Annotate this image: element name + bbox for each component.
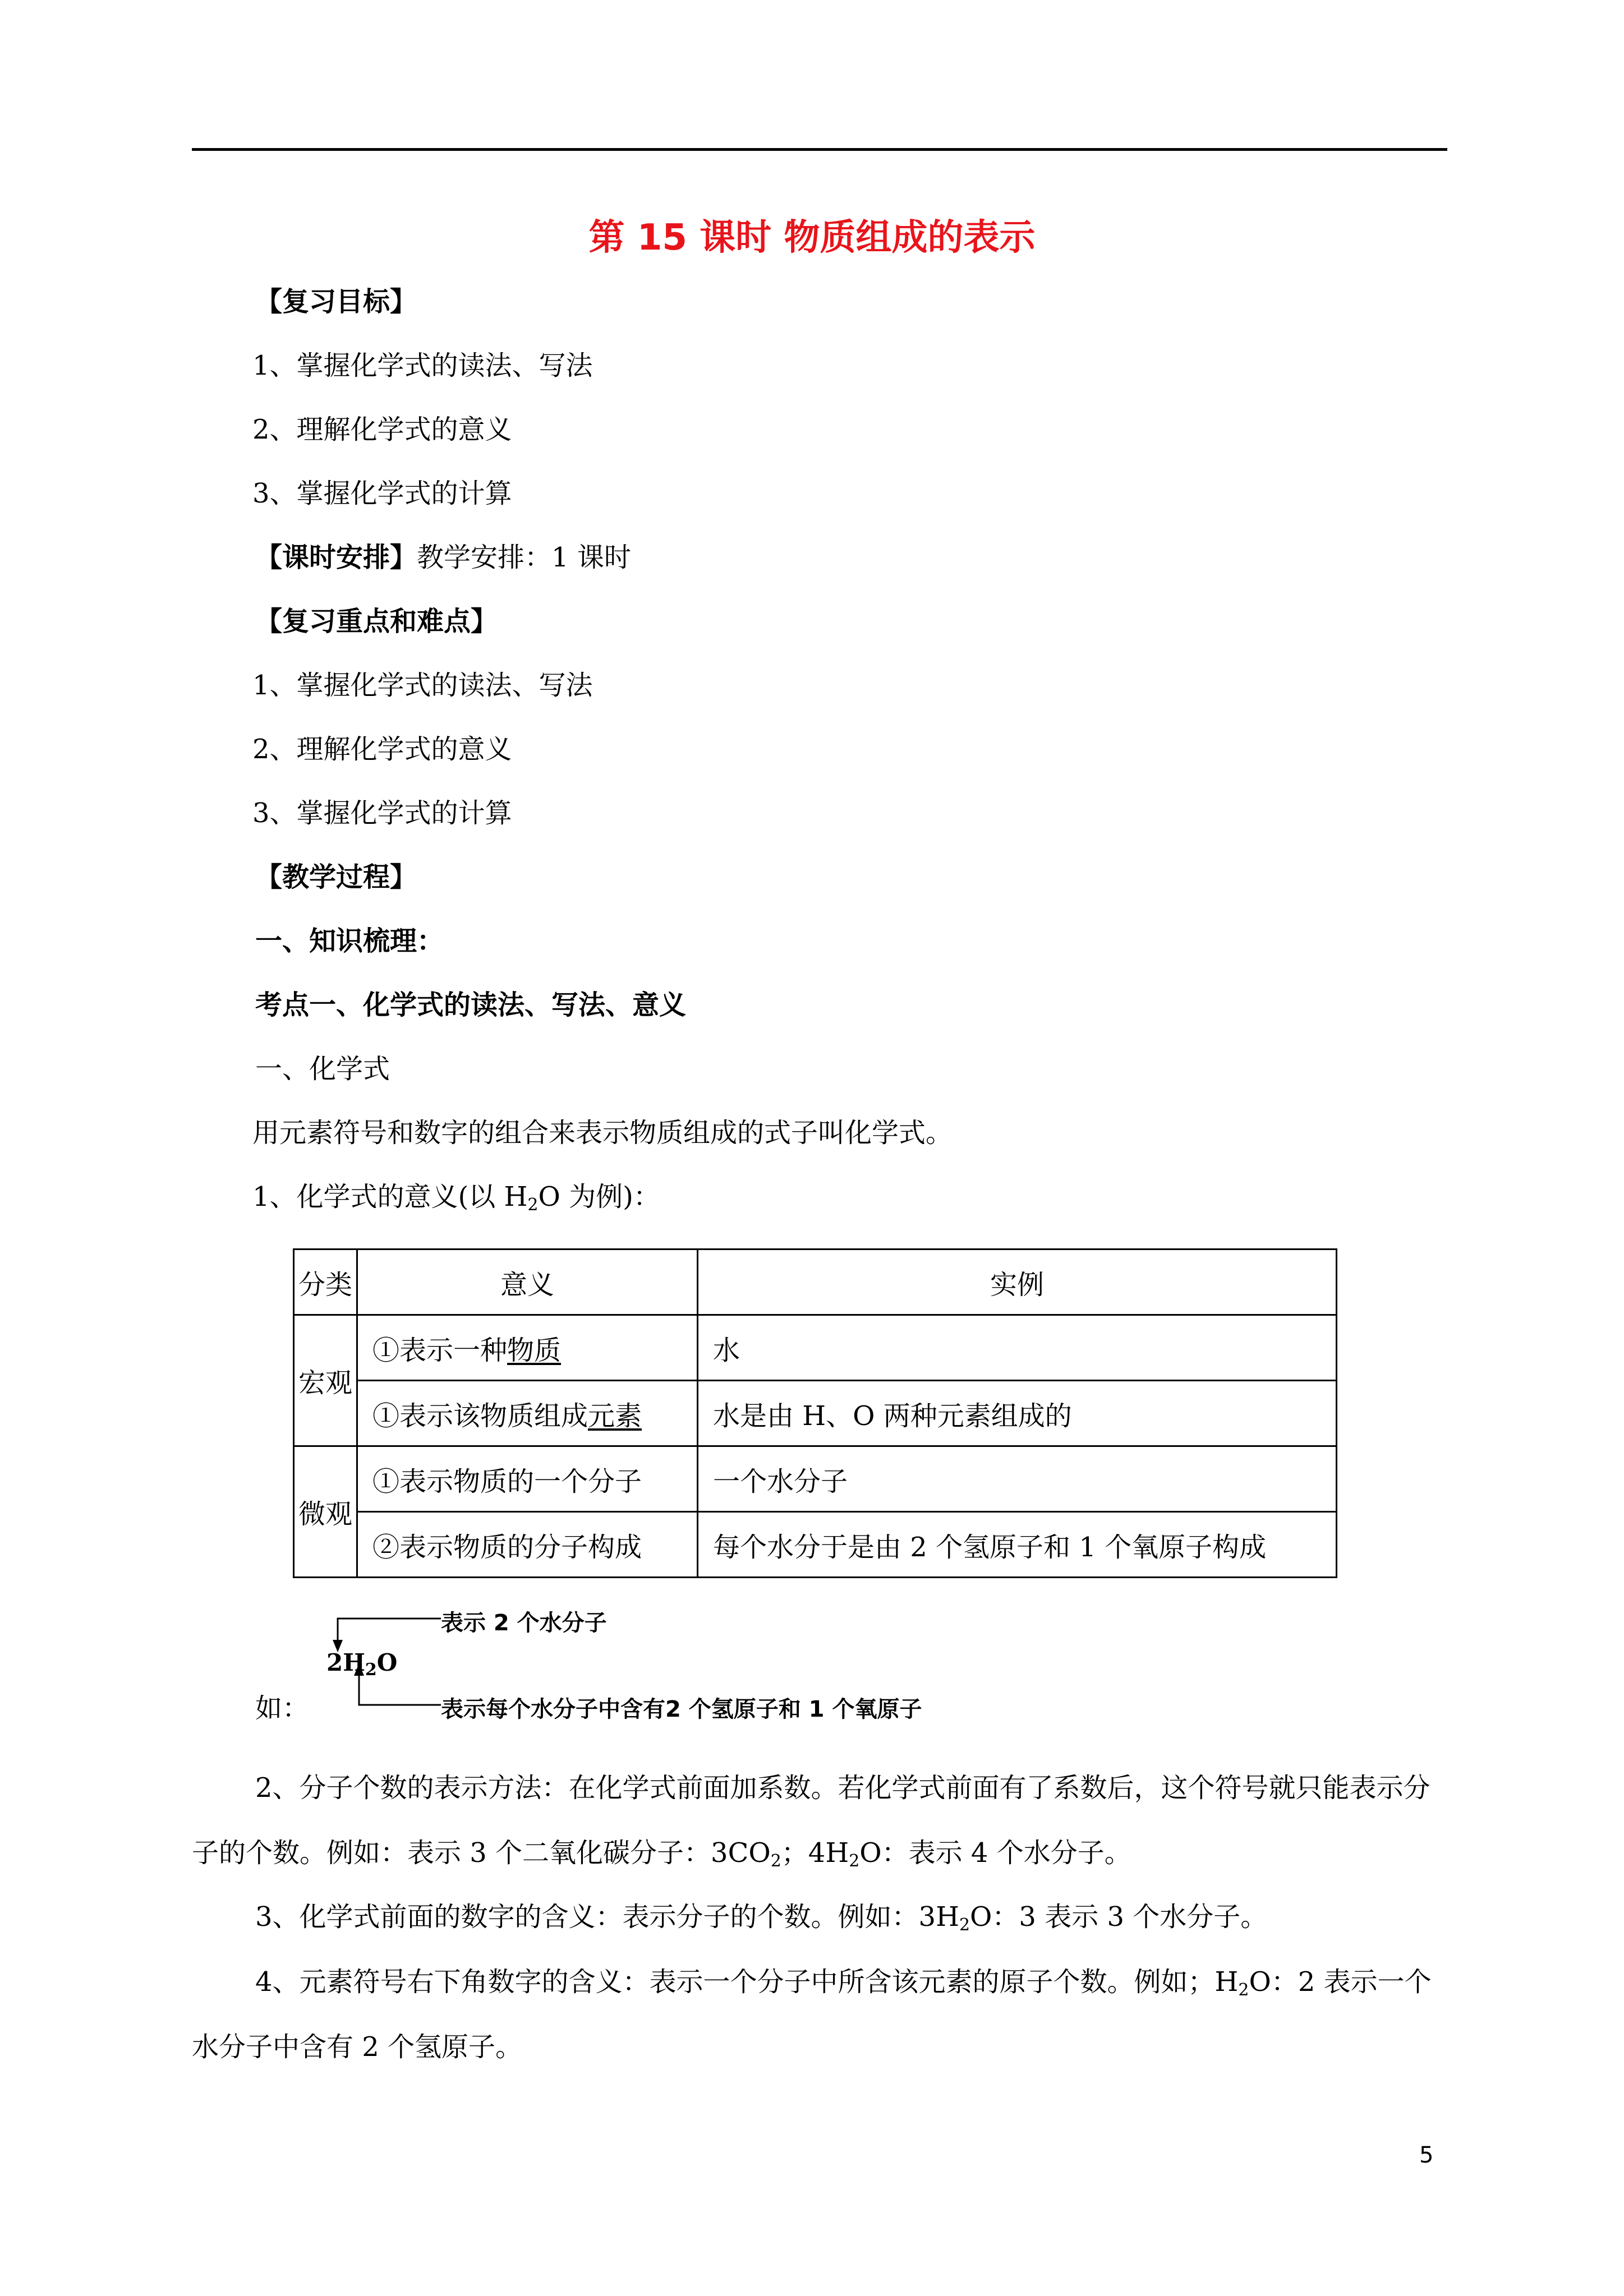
table-header-row: [294, 1250, 1337, 1315]
section-heading: 一、知识梳理：: [255, 925, 444, 957]
p2-text: 2、分子个数的表示方法：在化学式前面加系数。若化学式前面有了系数后，这个符号就只能表示分子的个数。例如：表示 3 个二氧化碳分子：3CO: [192, 1772, 1430, 1869]
formula-pre: 2H: [326, 1649, 365, 1676]
item1-sub: 2: [527, 1195, 539, 1215]
point-heading: 考点一、化学式的读法、写法、意义: [255, 989, 687, 1021]
meaning-cell: ②表示物质的分子构成: [357, 1512, 698, 1578]
table-row: [294, 1446, 1337, 1512]
p3-text: 3、化学式前面的数字的含义：表示分子的个数。例如：3H: [255, 1901, 959, 1933]
table-row: [294, 1315, 1337, 1381]
focus-heading: 【复习重点和难点】: [255, 606, 498, 637]
p3-sub: 2: [959, 1915, 970, 1935]
meaning-cell: ①表示物质的一个分子: [357, 1446, 698, 1512]
diagram-label-top: 表示 2 个水分子: [441, 1610, 607, 1636]
meaning-cell: [357, 1381, 698, 1446]
p2-text: O：表示 4 个水分子。: [859, 1837, 1131, 1869]
table-row: [294, 1512, 1337, 1578]
page-number: 5: [1419, 2142, 1434, 2168]
item1-text: [252, 1180, 660, 1214]
header-category: 分类: [294, 1250, 357, 1315]
example-cell: 水: [698, 1315, 1337, 1381]
goal-item: 3、掌握化学式的计算: [252, 478, 512, 509]
formula-sub: 2: [365, 1660, 377, 1680]
definition-text: 用元素符号和数字的组合来表示物质组成的式子叫化学式。: [252, 1117, 953, 1149]
focus-item: 1、掌握化学式的读法、写法: [252, 670, 593, 701]
diagram-formula: [326, 1649, 398, 1680]
example-cell: 一个水分子: [698, 1446, 1337, 1512]
schedule-text: 教学安排：1 课时: [417, 542, 631, 573]
meaning-underlined: 物质: [507, 1334, 562, 1366]
p4-sub: 2: [1238, 1980, 1249, 2000]
formula-post: O: [376, 1649, 398, 1676]
p2-text: ；4H: [781, 1837, 849, 1869]
process-heading: 【教学过程】: [255, 861, 417, 893]
schedule-heading: 【课时安排】: [255, 542, 417, 573]
p2-sub: 2: [770, 1851, 781, 1871]
micro-label: 微观: [294, 1446, 357, 1578]
paragraph-4: [192, 1949, 1443, 2080]
header-example: 实例: [698, 1250, 1337, 1315]
table-row: [294, 1381, 1337, 1446]
goal-item: 2、理解化学式的意义: [252, 414, 512, 445]
meaning-cell: [357, 1315, 698, 1381]
focus-item: 2、理解化学式的意义: [252, 734, 512, 765]
paragraph-3: [192, 1884, 1443, 1949]
schedule-line: [255, 541, 631, 574]
example-cell: 水是由 H、O 两种元素组成的: [698, 1381, 1337, 1446]
example-label: 如：: [255, 1693, 310, 1724]
p4-text: O：2 表示一个水分子中含有 2 个氢原子。: [192, 1966, 1432, 2063]
item1-post: O 为例)：: [538, 1181, 660, 1212]
p4-text: 4、元素符号右下角数字的含义：表示一个分子中所含该元素的原子个数。例如；H: [255, 1966, 1239, 1998]
meaning-prefix: ①表示一种: [372, 1334, 508, 1366]
meaning-prefix: ①表示该物质组成: [372, 1400, 588, 1432]
header-rule: [192, 148, 1447, 151]
p3-text: O：3 表示 3 个水分子。: [970, 1901, 1268, 1933]
diagram-label-bottom: 表示每个水分子中含有2 个氢原子和 1 个氧原子: [441, 1696, 922, 1722]
page-title: 第 15 课时 物质组成的表示: [588, 217, 1036, 259]
meaning-table: [293, 1248, 1337, 1578]
item1-pre: 1、化学式的意义(以 H: [252, 1181, 528, 1212]
goal-item: 1、掌握化学式的读法、写法: [252, 350, 593, 381]
paragraph-2: [192, 1755, 1443, 1885]
example-cell: 每个水分于是由 2 个氢原子和 1 个氧原子构成: [698, 1512, 1337, 1578]
subsection-heading: 一、化学式: [255, 1053, 390, 1085]
meaning-underlined: 元素: [588, 1400, 642, 1432]
header-meaning: 意义: [357, 1250, 698, 1315]
goals-heading: 【复习目标】: [255, 286, 417, 317]
p2-sub: 2: [849, 1851, 860, 1871]
macro-label: 宏观: [294, 1315, 357, 1446]
focus-item: 3、掌握化学式的计算: [252, 797, 512, 829]
